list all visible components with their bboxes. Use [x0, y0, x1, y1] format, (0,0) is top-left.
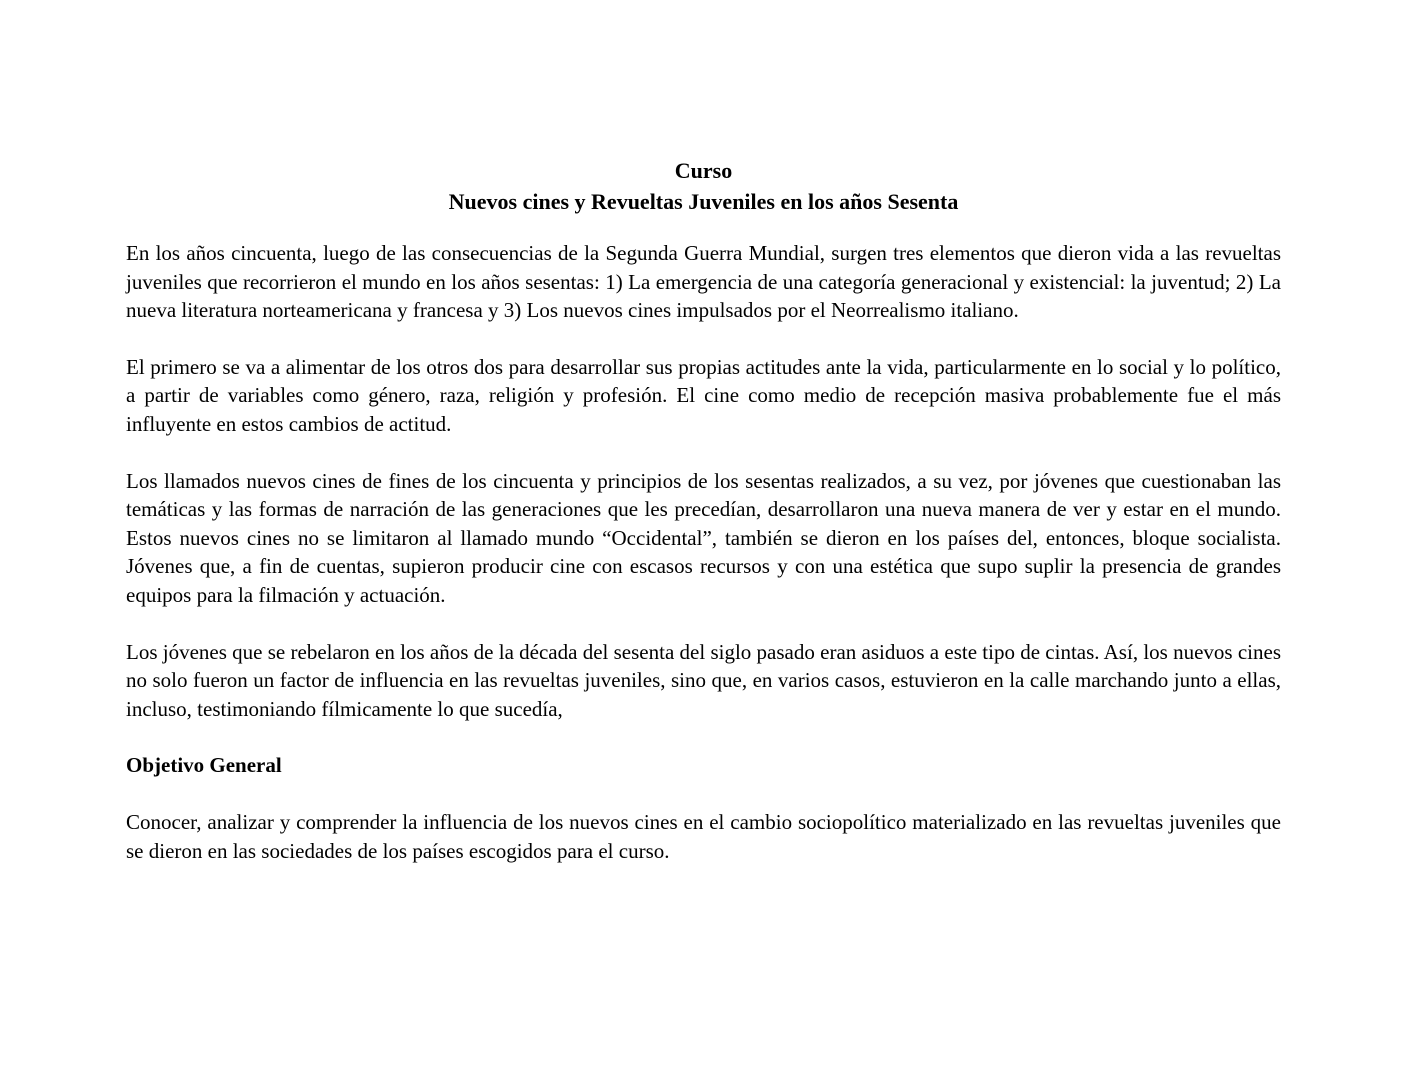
intro-paragraph: En los años cincuenta, luego de las consecuencias de la Segunda Guerra Mundial, surgen tres elementos que dieron vida a las revueltas juveniles que recorrieron el mundo en los años sesentas: 1) La emergencia de una categoría generacional y existencial: la juventud; 2) La nueva literatura norteamericana y francesa y 3) Los nuevos cines impulsados por el Neorrealismo italiano. — [126, 241, 1281, 323]
objective-paragraph: Conocer, analizar y comprender la influencia de los nuevos cines en el cambio sociopolítico materializado en las revueltas juveniles que se dieron en las sociedades de los países escogidos para el curso. — [126, 809, 1281, 863]
objective-heading: Objetivo General — [126, 753, 282, 778]
body-paragraph-4: Los jóvenes que se rebelaron en los años de la década del sesenta del siglo pasado eran asiduos a este tipo de cintas. Así, los nuevos cines no solo fueron un factor de influencia en las revueltas juveniles, sino que, en varios casos, estuvieron en la calle marchando junto a ellas, incluso, testimoniando fílmicamente lo que sucedía, — [126, 639, 1281, 721]
document-title-block — [126, 155, 1281, 217]
document-title: Curso — [674, 158, 733, 183]
body-paragraph-2: El primero se va a alimentar de los otros dos para desarrollar sus propias actitudes ante la vida, particularmente en lo social y lo político, a partir de variables como género, raza, religión y profesión. El cine como medio de recepción masiva probablemente fue el más influyente en estos cambios de actitud. — [126, 354, 1281, 436]
document-subtitle: Nuevos cines y Revueltas Juveniles en los años Sesenta — [448, 189, 959, 214]
body-paragraph-3: Los llamados nuevos cines de fines de los cincuenta y principios de los sesentas realizados, a su vez, por jóvenes que cuestionaban las temáticas y las formas de narración de las generaciones que les precedían, desarrollaron una nueva manera de ver y estar en el mundo. Estos nuevos cines no se limitaron al llamado mundo “Occidental”, también se dieron en los países del, entonces, bloque socialista. Jóvenes que, a fin de cuentas, supieron producir cine con escasos recursos y con una estética que supo suplir la presencia de grandes equipos para la filmación y actuación. — [126, 468, 1281, 607]
document-page — [126, 155, 1281, 865]
